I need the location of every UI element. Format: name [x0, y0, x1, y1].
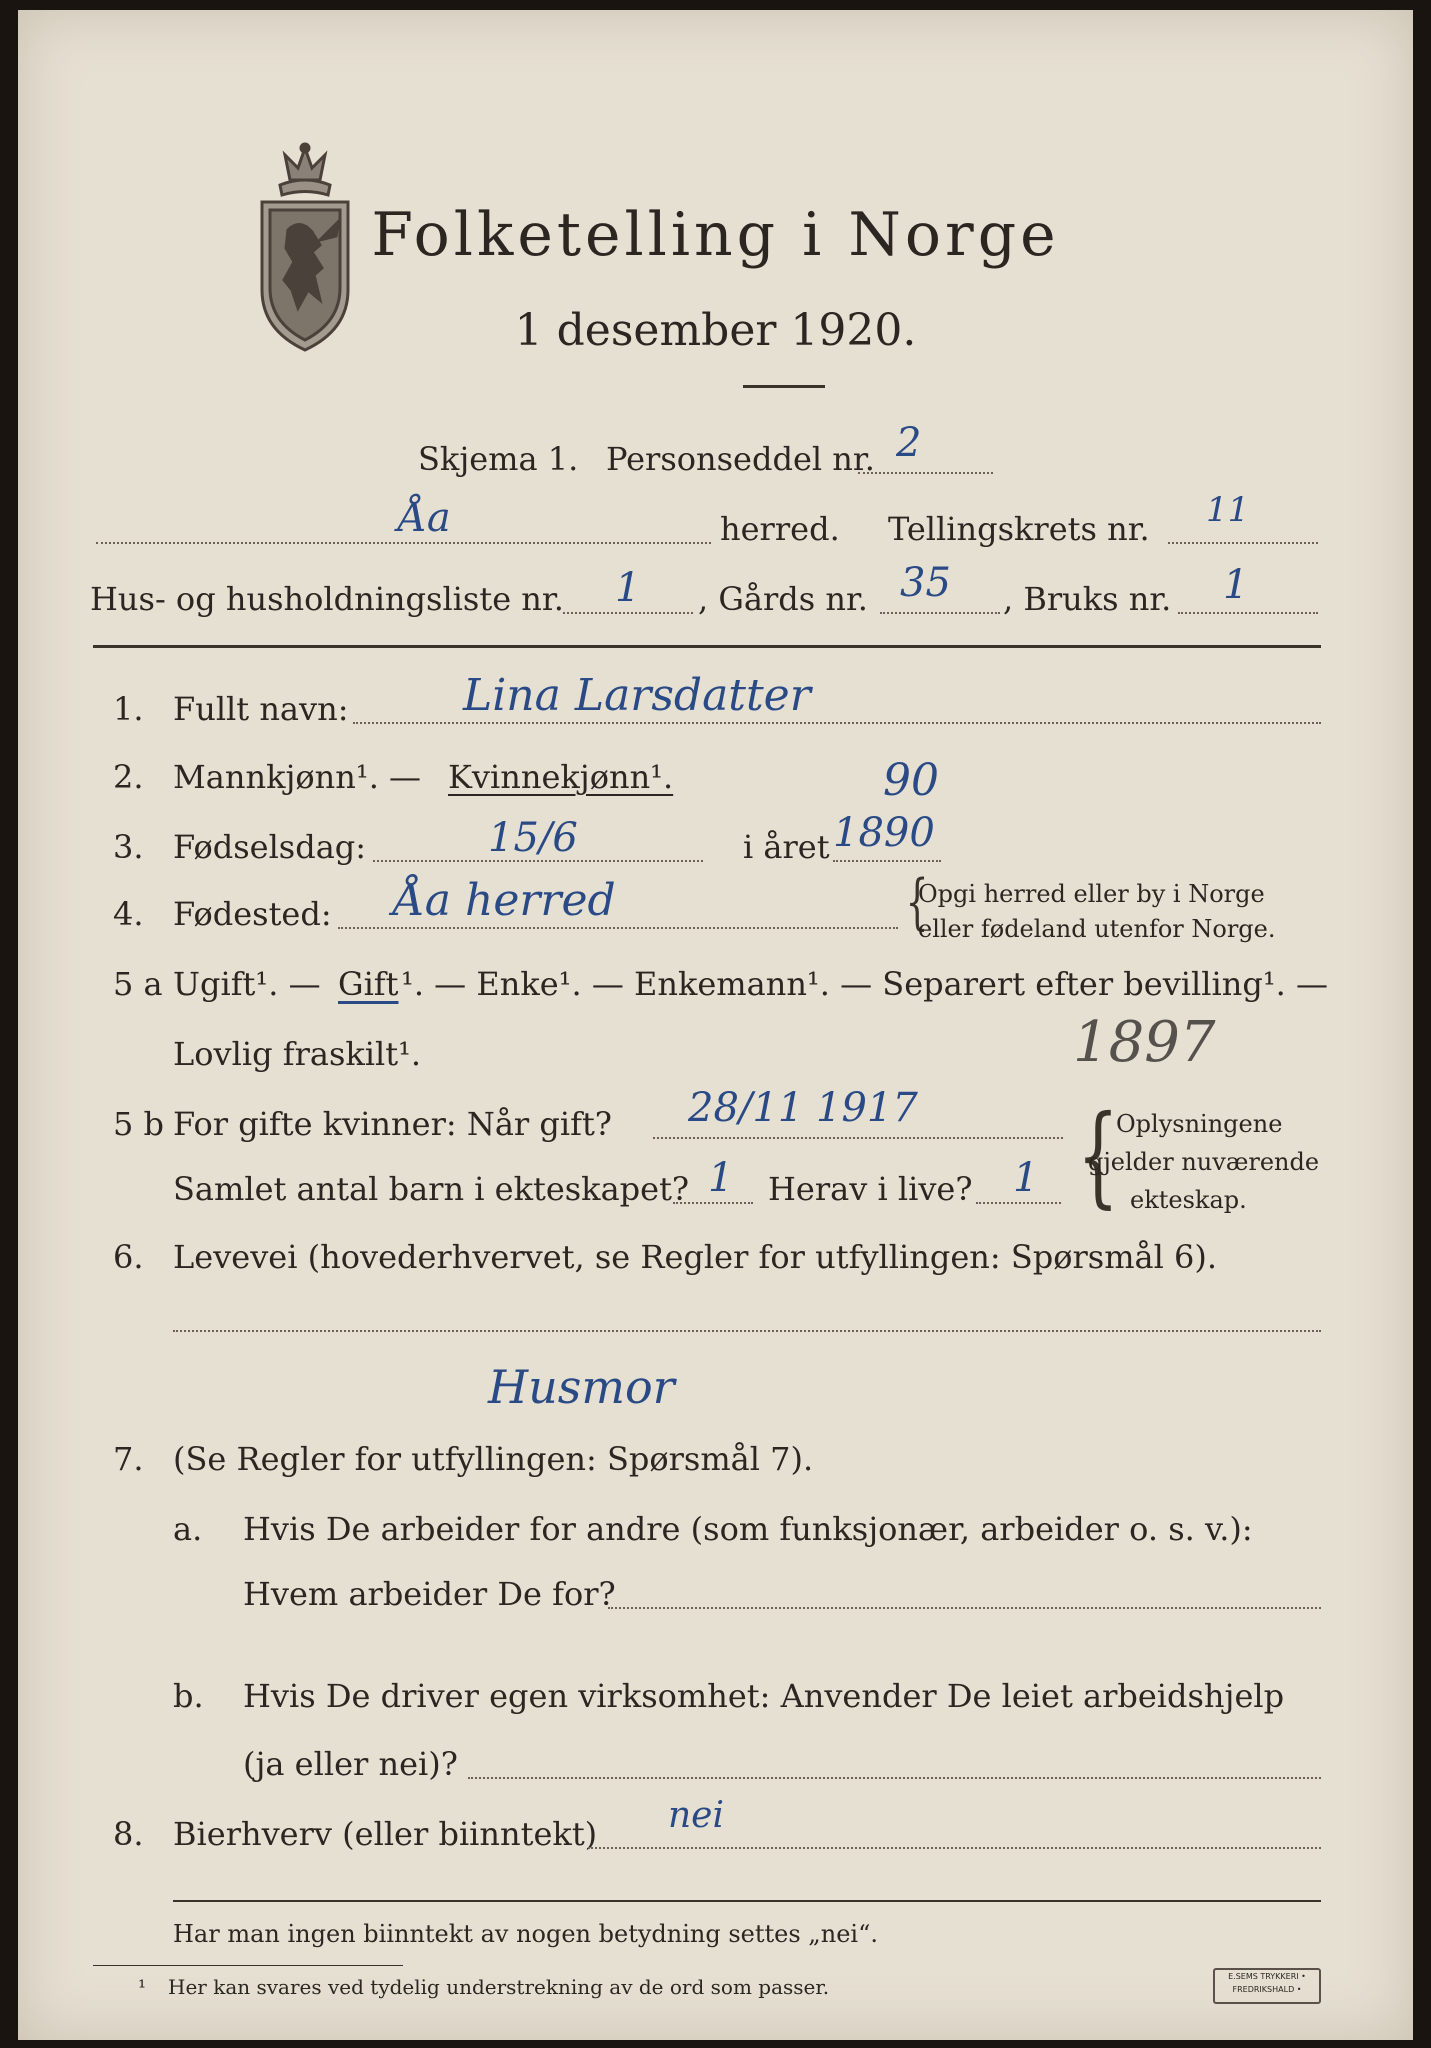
q5b-brace: { — [1077, 1091, 1119, 1219]
q7-label: (Se Regler for utfyllingen: Spørsmål 7). — [173, 1440, 814, 1478]
q5a-number: 5 a — [113, 965, 163, 1003]
q5a-rest: ¹. — Enke¹. — Enkemann¹. — Separert efter bevilling¹. — — [401, 965, 1328, 1003]
q7a-line1: Hvis De arbeider for andre (som funksjonær, arbeider o. s. v.): — [243, 1510, 1253, 1548]
herred-line — [96, 542, 711, 544]
personseddel-value: 2 — [896, 420, 922, 466]
printer-stamp: E.SEMS TRYKKERI • FREDRIKSHALD • — [1213, 1968, 1321, 2004]
q7b-line — [468, 1777, 1321, 1779]
husliste-label: Hus- og husholdningsliste nr. — [90, 580, 564, 618]
q5a-line2: Lovlig fraskilt¹. — [173, 1035, 422, 1073]
bruks-value: 1 — [1223, 562, 1249, 608]
q2-male: Mannkjønn¹. — — [173, 758, 422, 796]
personseddel-label: Personseddel nr. — [606, 440, 875, 478]
q1-line — [353, 722, 1321, 724]
footnote-rule — [93, 1965, 403, 1966]
q5b-note-line1: Oplysningene — [1116, 1110, 1283, 1138]
q8-number: 8. — [113, 1815, 144, 1853]
gards-value: 35 — [900, 560, 951, 606]
q3-year-label: i året — [743, 828, 830, 866]
q2-female: Kvinnekjønn¹. — [448, 758, 674, 796]
header-divider — [93, 645, 1321, 648]
q4-note-line2: eller fødeland utenfor Norge. — [918, 915, 1276, 943]
q1-value: Lina Larsdatter — [463, 670, 811, 721]
title-divider — [743, 385, 825, 388]
q7a-line — [608, 1607, 1321, 1609]
q7-number: 7. — [113, 1440, 144, 1478]
q8-label: Bierhverv (eller biinntekt) — [173, 1815, 598, 1853]
q4-note-line1: Opgi herred eller by i Norge — [918, 880, 1265, 908]
q1-number: 1. — [113, 690, 144, 728]
q6-number: 6. — [113, 1238, 144, 1276]
q7a-letter: a. — [173, 1510, 203, 1548]
q5b-live-label: Herav i live? — [768, 1170, 973, 1208]
q5b-note-line2: gjelder nuværende — [1088, 1148, 1320, 1176]
herred-label: herred. — [720, 510, 840, 548]
q5b-barn-line — [673, 1202, 753, 1204]
gards-line — [880, 612, 1000, 614]
census-form-page — [18, 10, 1413, 2040]
q7b-line2: (ja eller nei)? — [243, 1745, 458, 1783]
q5b-barn-label: Samlet antal barn i ekteskapet? — [173, 1170, 690, 1208]
q1-label: Fullt navn: — [173, 690, 349, 728]
q5b-live-line — [976, 1202, 1061, 1204]
footnote-text: Her kan svares ved tydelig understrekning av de ord som passer. — [168, 1975, 830, 1999]
husliste-line — [563, 612, 693, 614]
q5b-value: 28/11 1917 — [688, 1085, 918, 1131]
q5a-gift: Gift — [338, 965, 399, 1003]
q5b-live-value: 1 — [1013, 1155, 1039, 1201]
q4-brace: { — [905, 867, 929, 937]
q7a-line2: Hvem arbeider De for? — [243, 1575, 616, 1613]
q6-value: Husmor — [488, 1360, 675, 1414]
q5a-note: 1897 — [1073, 1010, 1216, 1075]
q3-value: 15/6 — [488, 815, 578, 861]
skjema-label: Skjema 1. — [418, 440, 579, 478]
bruks-label: , Bruks nr. — [1003, 580, 1172, 618]
footnote-number: ¹ — [138, 1975, 147, 1999]
husliste-value: 1 — [615, 565, 641, 611]
q6-line — [173, 1330, 1321, 1332]
q5b-label: For gifte kvinner: Når gift? — [173, 1105, 612, 1143]
bottom-rule — [173, 1900, 1321, 1902]
q2-number: 2. — [113, 758, 144, 796]
q4-value: Åa herred — [393, 875, 616, 926]
q4-line — [338, 927, 898, 929]
footer-note: Har man ingen biinntekt av nogen betydning settes „nei“. — [173, 1920, 878, 1948]
q3-label: Fødselsdag: — [173, 828, 367, 866]
gards-label: , Gårds nr. — [698, 580, 868, 618]
q5b-note-line3: ekteskap. — [1130, 1186, 1247, 1214]
q7b-line1: Hvis De driver egen virksomhet: Anvender De leiet arbeidshjelp — [243, 1677, 1285, 1715]
tellingskrets-line — [1168, 542, 1318, 544]
q6-label: Levevei (hovederhvervet, se Regler for utfyllingen: Spørsmål 6). — [173, 1238, 1218, 1276]
q3-year-value: 1890 — [833, 810, 935, 856]
q8-line — [588, 1847, 1321, 1849]
form-date: 1 desember 1920. — [514, 305, 917, 356]
tellingskrets-label: Tellingskrets nr. — [888, 510, 1150, 548]
q5a-ugift: Ugift¹. — — [173, 965, 321, 1003]
q5b-barn-value: 1 — [708, 1155, 734, 1201]
form-title: Folketelling i Norge — [371, 200, 1060, 270]
q4-number: 4. — [113, 895, 144, 933]
bruks-line — [1178, 612, 1318, 614]
herred-value: Åa — [398, 495, 451, 541]
q2-note: 90 — [883, 755, 939, 806]
q5b-number: 5 b — [113, 1105, 165, 1143]
q7b-letter: b. — [173, 1677, 204, 1715]
personseddel-line — [858, 472, 993, 474]
q5b-line — [653, 1137, 1063, 1139]
q3-number: 3. — [113, 828, 144, 866]
q8-value: nei — [668, 1795, 725, 1836]
tellingskrets-value: 11 — [1206, 490, 1250, 530]
q3-year-line — [833, 860, 941, 862]
q4-label: Fødested: — [173, 895, 332, 933]
